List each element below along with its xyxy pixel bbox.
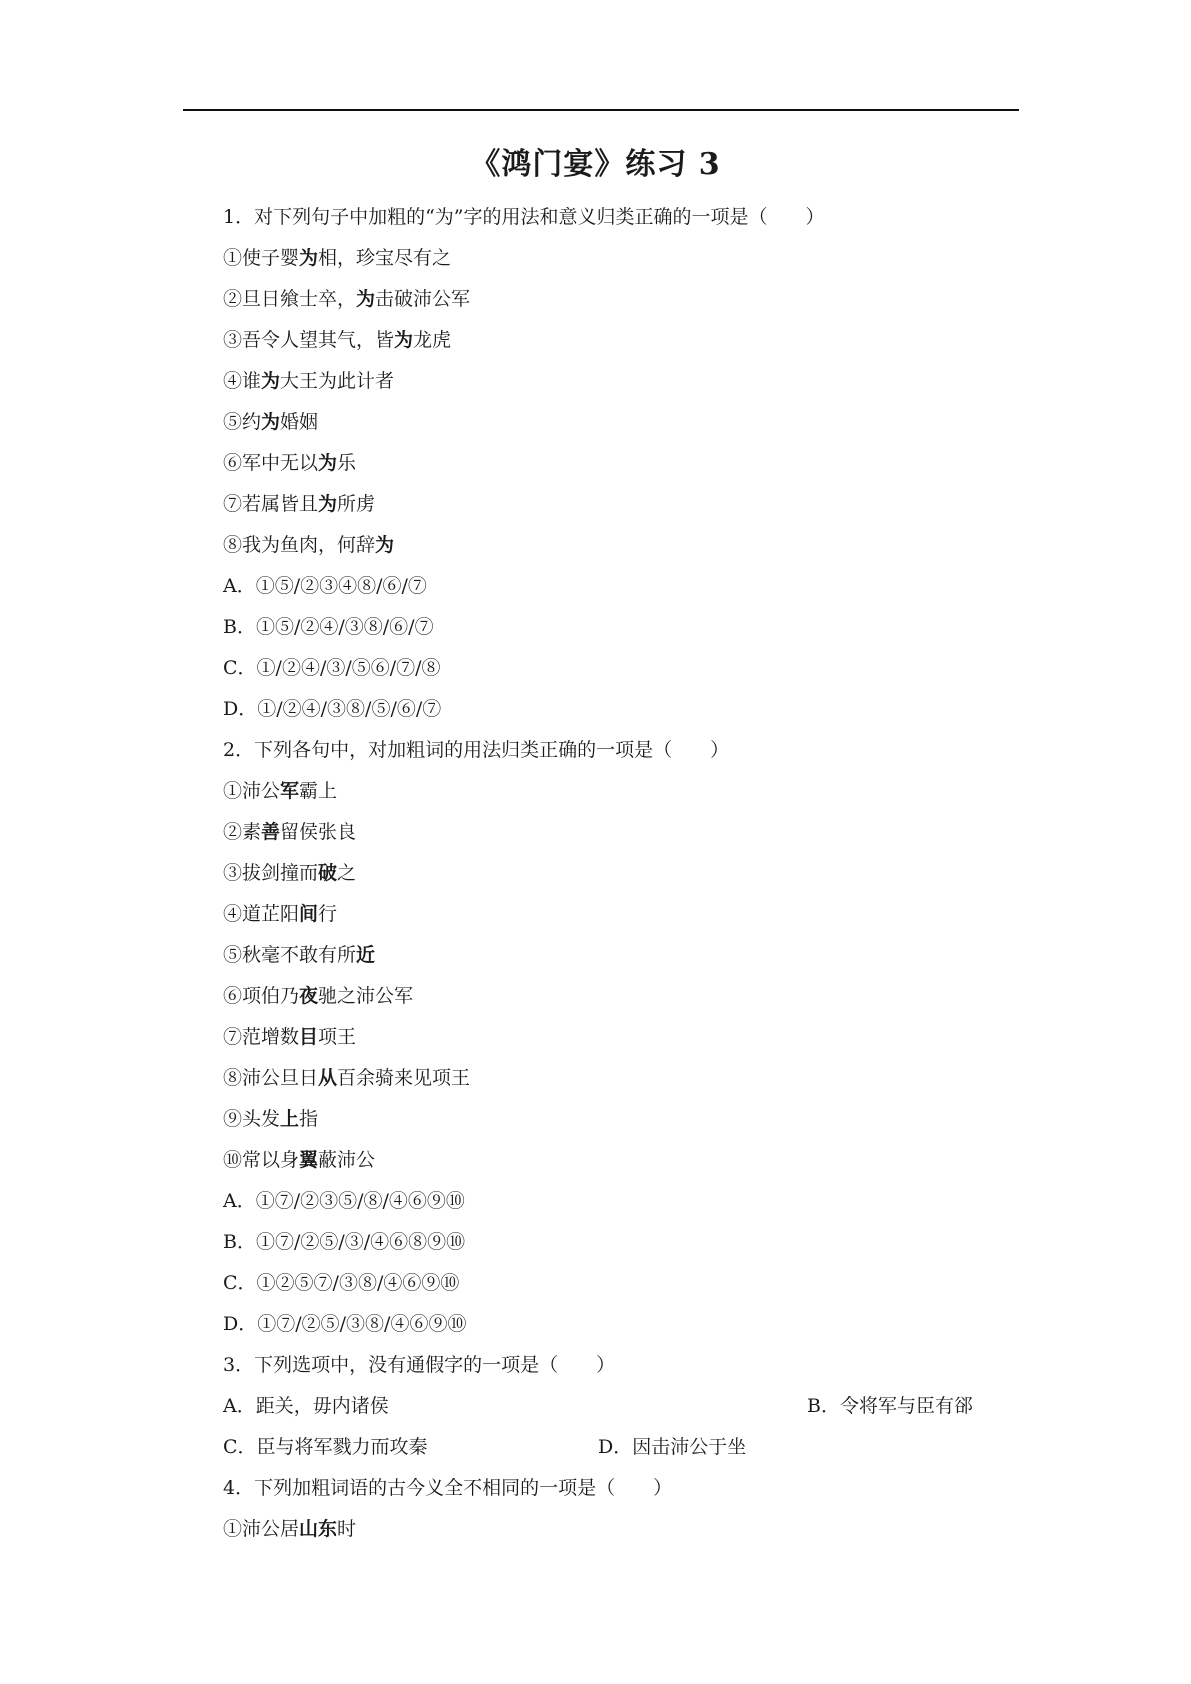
bold-word: 为 bbox=[394, 329, 414, 351]
question-2-item-8: ⑧沛公旦日从百余骑来见项王 bbox=[223, 1067, 471, 1089]
question-1-stem: 1．对下列句子中加粗的“为”字的用法和意义归类正确的一项是（ ） bbox=[223, 206, 825, 228]
question-1-item-4: ④谁为大王为此计者 bbox=[223, 370, 395, 392]
bold-word: 近 bbox=[356, 944, 376, 966]
question-3-option-c: C．臣与将军戮力而攻秦 bbox=[223, 1436, 428, 1458]
question-1-item-5: ⑤约为婚姻 bbox=[223, 411, 319, 433]
question-1-option-c: C．①/②④/③/⑤⑥/⑦/⑧ bbox=[223, 657, 441, 679]
question-2-item-5: ⑤秋毫不敢有所近 bbox=[223, 944, 376, 966]
question-2-item-9: ⑨头发上指 bbox=[223, 1108, 319, 1130]
bold-word: 为 bbox=[261, 370, 281, 392]
question-3-option-d: D．因击沛公于坐 bbox=[598, 1436, 747, 1458]
bold-word: 从 bbox=[318, 1067, 338, 1089]
question-2-item-10: ⑩常以身翼蔽沛公 bbox=[223, 1149, 376, 1171]
question-1-item-8: ⑧我为鱼肉，何辞为 bbox=[223, 534, 395, 556]
question-1-item-3: ③吾令人望其气，皆为龙虎 bbox=[223, 329, 452, 351]
question-3-option-a: A．距关，毋内诸侯 bbox=[223, 1395, 389, 1417]
question-2-option-c: C．①②⑤⑦/③⑧/④⑥⑨⑩ bbox=[223, 1272, 460, 1294]
page-title: 《鸿门宴》练习 3 bbox=[470, 147, 721, 182]
bold-word: 间 bbox=[299, 903, 319, 925]
question-2-item-6: ⑥项伯乃夜驰之沛公军 bbox=[223, 985, 414, 1007]
bold-word: 为 bbox=[299, 247, 319, 269]
bold-word: 为 bbox=[356, 288, 376, 310]
question-2-item-7: ⑦范增数目项王 bbox=[223, 1026, 357, 1048]
question-2-item-1: ①沛公军霸上 bbox=[223, 780, 338, 802]
bold-word: 破 bbox=[318, 862, 338, 884]
question-3-option-b: B．令将军与臣有郤 bbox=[807, 1395, 973, 1417]
header-rule bbox=[183, 109, 1019, 111]
bold-word: 为 bbox=[375, 534, 395, 556]
question-2-item-2: ②素善留侯张良 bbox=[223, 821, 357, 843]
bold-word: 为 bbox=[261, 411, 281, 433]
question-1-item-6: ⑥军中无以为乐 bbox=[223, 452, 357, 474]
bold-word: 为 bbox=[318, 452, 338, 474]
bold-word: 善 bbox=[261, 821, 281, 843]
bold-word: 军 bbox=[280, 780, 300, 802]
bold-word: 上 bbox=[280, 1108, 300, 1130]
bold-word: 夜 bbox=[299, 985, 319, 1007]
question-2-item-4: ④道芷阳间行 bbox=[223, 903, 338, 925]
bold-word: 目 bbox=[299, 1026, 319, 1048]
question-2-stem: 2．下列各句中，对加粗词的用法归类正确的一项是（ ） bbox=[223, 739, 730, 761]
question-2-option-b: B．①⑦/②⑤/③/④⑥⑧⑨⑩ bbox=[223, 1231, 466, 1253]
question-1-item-7: ⑦若属皆且为所虏 bbox=[223, 493, 376, 515]
question-2-option-a: A．①⑦/②③⑤/⑧/④⑥⑨⑩ bbox=[223, 1190, 465, 1212]
question-2-option-d: D．①⑦/②⑤/③⑧/④⑥⑨⑩ bbox=[223, 1313, 467, 1335]
bold-word: 为 bbox=[318, 493, 338, 515]
question-2-item-3: ③拔剑撞而破之 bbox=[223, 862, 357, 884]
question-1-option-d: D．①/②④/③⑧/⑤/⑥/⑦ bbox=[223, 698, 442, 720]
question-4-item-1: ①沛公居山东时 bbox=[223, 1518, 357, 1540]
question-1-option-b: B．①⑤/②④/③⑧/⑥/⑦ bbox=[223, 616, 434, 638]
question-1-option-a: A．①⑤/②③④⑧/⑥/⑦ bbox=[223, 575, 427, 597]
question-1-item-2: ②旦日飨士卒，为击破沛公军 bbox=[223, 288, 471, 310]
bold-word: 翼 bbox=[299, 1149, 319, 1171]
question-4-stem: 4．下列加粗词语的古今义全不相同的一项是（ ） bbox=[223, 1477, 673, 1499]
bold-word: 山东 bbox=[299, 1518, 338, 1540]
question-1-item-1: ①使子婴为相，珍宝尽有之 bbox=[223, 247, 452, 269]
question-3-stem: 3．下列选项中，没有通假字的一项是（ ） bbox=[223, 1354, 616, 1376]
